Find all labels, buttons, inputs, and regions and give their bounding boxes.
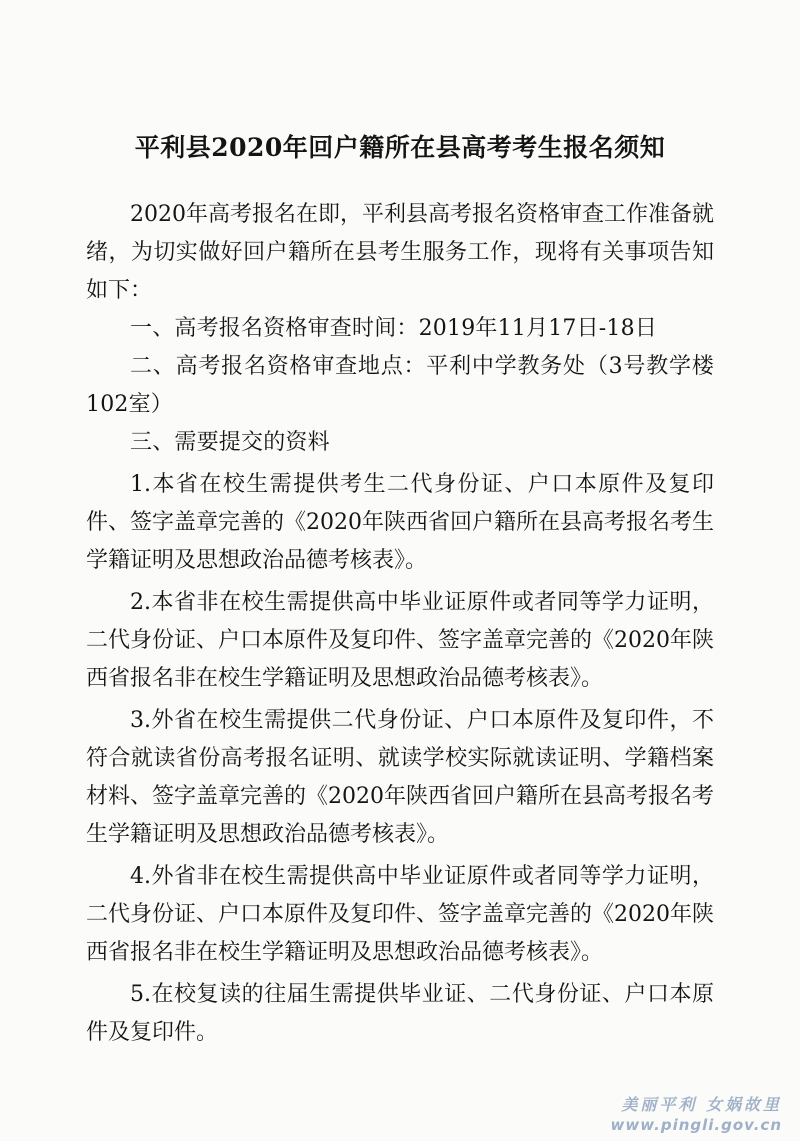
section-time [86, 310, 714, 348]
document-title: 平利县2020年回户籍所在县高考考生报名须知 [134, 133, 666, 162]
section-location-heading: 二、高考报名资格审查地点： [130, 354, 427, 379]
materials-item-3: 3.外省在校生需提供二代身份证、户口本原件及复印件，不符合就读省份高考报名证明、就读学校实际就读证明、学籍档案材料、签字盖章完善的《2020年陕西省回户籍所在县高考报名考生学籍证明及思想政治品德考核表》。 [86, 708, 714, 847]
materials-item-4: 4.外省非在校生需提供高中毕业证原件或者同等学力证明，二代身份证、户口本原件及复印件、签字盖章完善的《2020年陕西省报名非在校生学籍证明及思想政治品德考核表》。 [86, 864, 714, 965]
section-time-text: 2019年11月17日-18日 [418, 316, 658, 341]
section-materials [86, 424, 714, 462]
watermark-slogan: 美丽平利 女娲故里 [621, 1095, 782, 1114]
section-location [86, 348, 714, 424]
document-body [86, 196, 714, 1052]
site-watermark [611, 1095, 782, 1135]
materials-item-5: 5.在校复读的往届生需提供毕业证、二代身份证、户口本原件及复印件。 [86, 982, 714, 1045]
section-time-heading: 一、高考报名资格审查时间： [130, 316, 419, 341]
intro-paragraph: 2020年高考报名在即，平利县高考报名资格审查工作准备就绪，为切实做好回户籍所在县考生服务工作，现将有关事项告知如下： [86, 202, 714, 303]
materials-item-1: 1.本省在校生需提供考生二代身份证、户口本原件及复印件、签字盖章完善的《2020年陕西省回户籍所在县高考报名考生学籍证明及思想政治品德考核表》。 [86, 472, 714, 573]
section-materials-heading: 三、需要提交的资料 [130, 430, 330, 455]
watermark-url: www.pingli.gov.cn [610, 1116, 782, 1134]
section-location-text: 平利中学教务处（3号教学楼102室） [86, 354, 714, 417]
materials-item-2: 2.本省非在校生需提供高中毕业证原件或者同等学力证明，二代身份证、户口本原件及复印件、签字盖章完善的《2020年陕西省报名非在校生学籍证明及思想政治品德考核表》。 [86, 590, 714, 691]
